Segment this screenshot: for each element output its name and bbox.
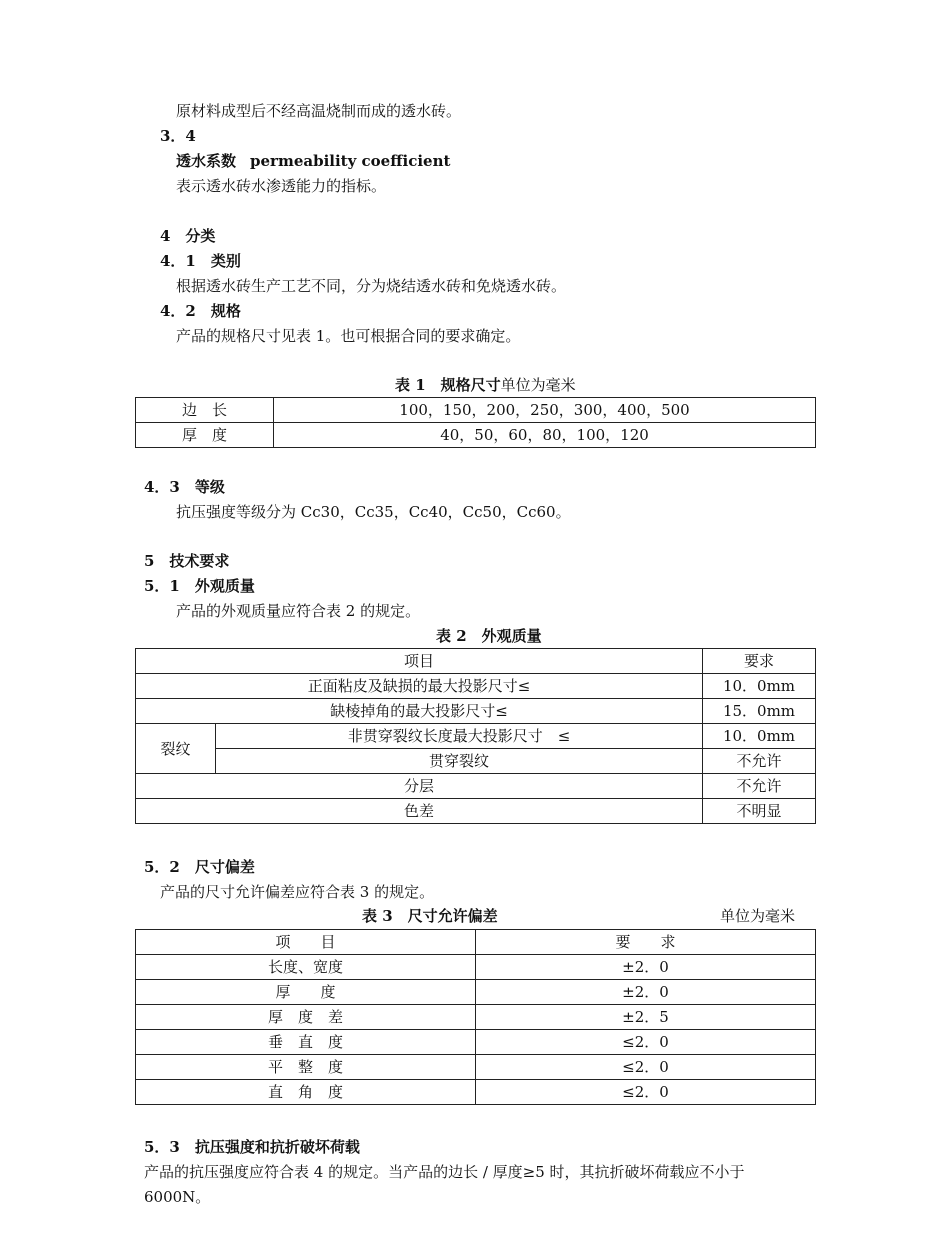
table-cell: 直 角 度 — [136, 1080, 476, 1105]
heading-5-2: 5．2 尺寸偏差 — [144, 858, 255, 876]
text-5-3-line1: 产品的抗压强度应符合表 4 的规定。当产品的边长 / 厚度≥5 时，其抗折破坏荷载应不小于 — [144, 1163, 745, 1181]
table-cell: 缺棱掉角的最大投影尺寸≤ — [136, 699, 703, 724]
heading-4-2: 4．2 规格 — [160, 302, 241, 320]
table-row — [136, 649, 816, 674]
table-row — [136, 1055, 816, 1080]
table-cell: 非贯穿裂纹长度最大投影尺寸 ≤ — [216, 724, 703, 749]
table-2-caption: 表 2 外观质量 — [436, 627, 542, 645]
table-cell: 垂 直 度 — [136, 1030, 476, 1055]
heading-4-1: 4．1 类别 — [160, 252, 241, 270]
table-cell-crack: 裂纹 — [136, 724, 216, 774]
table-cell: 厚 度 — [136, 980, 476, 1005]
table-3-unit: 单位为毫米 — [720, 907, 796, 925]
table-row — [136, 423, 816, 448]
table-cell: 长度、宽度 — [136, 955, 476, 980]
table-cell: 不明显 — [703, 799, 816, 824]
text-5-2: 产品的尺寸允许偏差应符合表 3 的规定。 — [160, 883, 435, 901]
text-4-3: 抗压强度等级分为 Cc30，Cc35，Cc40，Cc50，Cc60。 — [176, 503, 571, 521]
table-cell: 贯穿裂纹 — [216, 749, 703, 774]
table-1-unit: 单位为毫米 — [500, 376, 576, 394]
table-1-caption — [395, 375, 576, 395]
table-cell: ±2．0 — [476, 980, 816, 1005]
table-cell: 色差 — [136, 799, 703, 824]
term-english: permeability coefficient — [250, 152, 451, 170]
table-header-cell: 项 目 — [136, 930, 476, 955]
definition-text: 原材料成型后不经高温烧制而成的透水砖。 — [176, 102, 462, 120]
term-3-4 — [176, 151, 450, 171]
table-cell: 厚 度 — [136, 423, 274, 448]
table-cell: ±2．0 — [476, 955, 816, 980]
table-cell: ≤2．0 — [476, 1080, 816, 1105]
heading-5: 5 技术要求 — [144, 552, 230, 570]
table-cell: ≤2．0 — [476, 1030, 816, 1055]
table-cell: 40，50，60，80，100，120 — [274, 423, 816, 448]
table-header-cell: 要求 — [703, 649, 816, 674]
text-4-1: 根据透水砖生产工艺不同，分为烧结透水砖和免烧透水砖。 — [176, 277, 567, 295]
table-row — [136, 674, 816, 699]
table-row — [136, 1030, 816, 1055]
table-row — [136, 398, 816, 423]
table-row — [136, 699, 816, 724]
table-cell: 不允许 — [703, 774, 816, 799]
table-row — [136, 980, 816, 1005]
table-2 — [135, 648, 816, 824]
heading-5-3: 5．3 抗压强度和抗折破坏荷载 — [144, 1138, 360, 1156]
text-5-1: 产品的外观质量应符合表 2 的规定。 — [176, 602, 421, 620]
table-1 — [135, 397, 816, 448]
table-3 — [135, 929, 816, 1105]
table-row — [136, 774, 816, 799]
table-header-cell: 要 求 — [476, 930, 816, 955]
table-cell: ≤2．0 — [476, 1055, 816, 1080]
table-3-caption: 表 3 尺寸允许偏差 — [362, 907, 498, 925]
table-cell: 分层 — [136, 774, 703, 799]
table-1-title: 表 1 规格尺寸 — [395, 376, 501, 394]
table-row — [136, 1005, 816, 1030]
table-cell: 10．0mm — [703, 724, 816, 749]
table-row — [136, 724, 816, 749]
table-header-cell: 项目 — [136, 649, 703, 674]
text-5-3-line2: 6000N。 — [144, 1188, 211, 1206]
table-row — [136, 930, 816, 955]
table-cell: 不允许 — [703, 749, 816, 774]
table-row — [136, 1080, 816, 1105]
heading-4: 4 分类 — [160, 227, 216, 245]
table-cell: ±2．5 — [476, 1005, 816, 1030]
clause-number-3-4: 3．4 — [160, 127, 196, 145]
term-chinese: 透水系数 — [176, 152, 237, 170]
table-cell: 厚 度 差 — [136, 1005, 476, 1030]
table-cell: 边 长 — [136, 398, 274, 423]
table-row — [136, 955, 816, 980]
heading-5-1: 5．1 外观质量 — [144, 577, 255, 595]
table-row — [136, 799, 816, 824]
table-cell: 10．0mm — [703, 674, 816, 699]
text-4-2: 产品的规格尺寸见表 1。也可根据合同的要求确定。 — [176, 327, 521, 345]
table-cell: 15．0mm — [703, 699, 816, 724]
table-cell: 100，150，200，250，300，400，500 — [274, 398, 816, 423]
heading-4-3: 4．3 等级 — [144, 478, 225, 496]
table-cell: 平 整 度 — [136, 1055, 476, 1080]
table-cell: 正面粘皮及缺损的最大投影尺寸≤ — [136, 674, 703, 699]
term-definition: 表示透水砖水渗透能力的指标。 — [176, 177, 387, 195]
table-row — [136, 749, 816, 774]
